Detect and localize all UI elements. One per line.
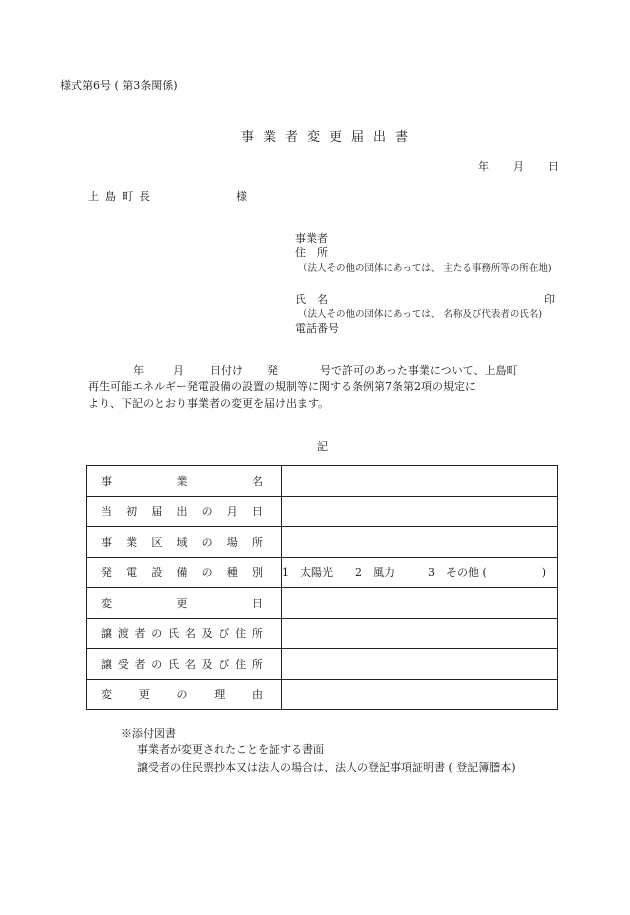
row-label: 譲 渡 者 の 氏 名 及 び 住 所: [101, 627, 263, 641]
body-year: 年: [133, 364, 144, 377]
body-issue: 発: [267, 364, 278, 377]
table-row: [87, 679, 558, 710]
row-label-cell: [87, 679, 282, 710]
table-row: [87, 466, 558, 497]
address-note: （法人その他の団体にあっては、 主たる事務所等の所在地): [298, 263, 552, 274]
row-value[interactable]: 1 太陽光 2 風力 3 その他 ( ): [282, 557, 558, 588]
body-line3: より、下記のとおり事業者の変更を届け出ます。: [88, 397, 330, 410]
addressee-name: 上島町長: [88, 190, 156, 203]
row-value[interactable]: [282, 679, 558, 710]
row-label: 変 更 日: [101, 596, 263, 610]
date-day: 日: [548, 160, 559, 173]
table-row: [87, 588, 558, 619]
applicant-heading: 事業者: [295, 232, 328, 245]
row-label-cell: [87, 527, 282, 558]
attachment-item: 譲受者の住民票抄本又は法人の場合は、法人の登記事項証明書 ( 登記簿謄本): [137, 761, 516, 774]
row-label: 変 更 の 理 由: [101, 688, 263, 702]
body-line2: 再生可能エネルギー発電設備の設置の規制等に関する条例第7条第2項の規定に: [88, 380, 476, 393]
date-year: 年: [478, 160, 489, 173]
attachment-item: 事業者が変更されたことを証する書面: [137, 743, 324, 756]
row-label-cell: [87, 618, 282, 649]
table-row: [87, 496, 558, 527]
table-row: [87, 618, 558, 649]
row-value[interactable]: [282, 527, 558, 558]
body-line1-rest: 号で許可のあった事業について、上島町: [320, 364, 518, 377]
row-value[interactable]: [282, 649, 558, 680]
details-table: [86, 465, 558, 710]
row-label-cell: [87, 496, 282, 527]
row-value[interactable]: [282, 466, 558, 497]
seal-mark: 印: [544, 293, 555, 306]
row-label: 事 業 区 域 の 場 所: [101, 535, 263, 549]
ki-heading: 記: [317, 440, 328, 453]
row-value[interactable]: [282, 496, 558, 527]
row-label: 事 業 名: [101, 474, 263, 488]
row-label: 発 電 設 備 の 種 別: [101, 566, 263, 580]
row-label: 譲 受 者 の 氏 名 及 び 住 所: [101, 657, 263, 671]
name-label: 氏 名: [295, 293, 328, 306]
form-number: 様式第6号 ( 第3条関係): [60, 79, 178, 92]
row-label-cell: [87, 466, 282, 497]
address-label: 住 所: [295, 246, 328, 259]
row-value[interactable]: [282, 588, 558, 619]
row-label: 当 初 届 出 の 月 日: [101, 505, 263, 519]
row-label-cell: [87, 557, 282, 588]
name-note: （法人その他の団体にあっては、 名称及び代表者の氏名): [298, 309, 543, 320]
document-title: 事業者変更届出書: [241, 130, 418, 145]
table-row: [87, 527, 558, 558]
body-month: 月: [173, 364, 184, 377]
phone-label: 電話番号: [295, 322, 339, 335]
row-label-cell: [87, 649, 282, 680]
table-row: [87, 649, 558, 680]
table-row: [87, 557, 558, 588]
row-label-cell: [87, 588, 282, 619]
date-month: 月: [513, 160, 524, 173]
body-dated: 日付け: [210, 364, 243, 377]
row-value[interactable]: [282, 618, 558, 649]
addressee-honorific: 様: [236, 190, 247, 203]
attachments-heading: ※添付図書: [121, 727, 176, 740]
